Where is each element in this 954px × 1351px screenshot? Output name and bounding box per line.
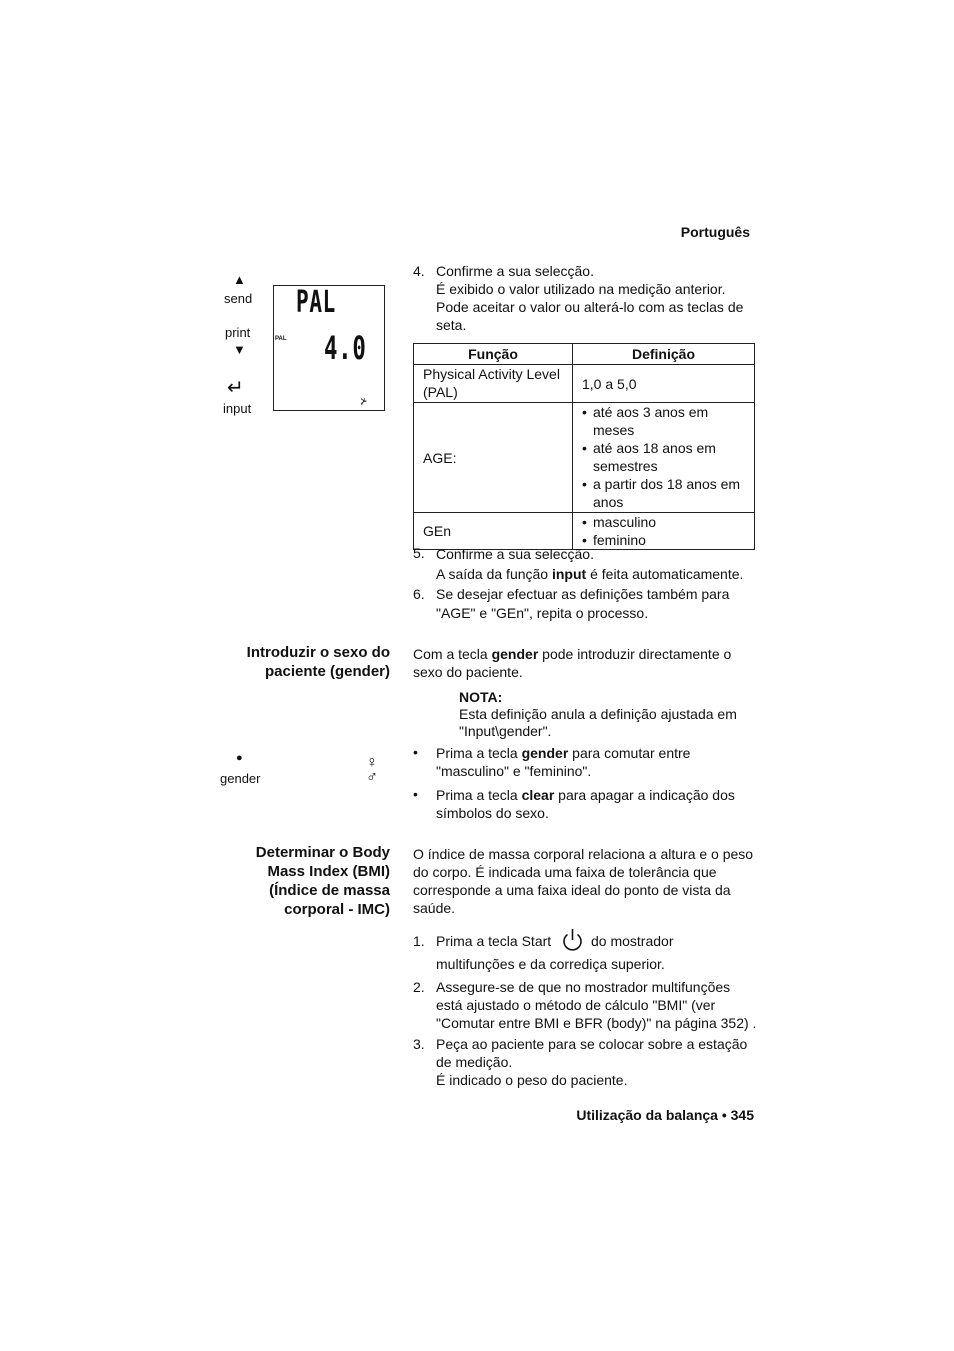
bmi-step-1-text: Prima a tecla Start [436,933,552,949]
bullet-icon: • [413,744,418,760]
table-header-row [414,344,755,365]
table-header-definition: Definição [573,344,755,365]
bmi-step-2-number: 2. [413,979,425,995]
bmi-intro-text: O índice de massa corporal relaciona a altura e o peso do corpo. É indicada uma faixa de tolerância que corresponde a uma faixa ideal do ponto de vista da saúde. [413,846,754,916]
table-row [414,403,755,513]
language-header: Português [680,224,750,240]
send-key-label: send [224,291,253,306]
step-6-text: Se desejar efectuar as definições também para "AGE" e "GEn", repita o processo. [436,586,730,621]
lcd-small-label: PAL [275,336,287,342]
down-arrow-icon: ▼ [233,342,246,357]
lcd-top-text: PAL [296,285,337,320]
table-header-function: Função [414,344,573,365]
note-box: NOTA: Esta definição anula a definição ajustada em "Input\gender". [459,689,737,739]
bmi-section-heading: Determinar o Body Mass Index (BMI) (Índice de massa corporal - IMC) [255,844,390,918]
lcd-display [273,285,385,411]
bmi-step-1-line2: multifunções e da corrediça superior. [436,956,665,972]
gender-bullet-2: Prima a tecla clear para apagar a indicação dos símbolos do sexo. [436,787,735,821]
step-4-number: 4. [413,263,425,279]
definitions-table [413,343,755,550]
power-icon [560,927,585,953]
bmi-step-2-text: Assegure-se de que no mostrador multifunções está ajustado o método de cálculo "BMI" (ver "Comutar entre BMI e BFR (body)" na página 352) . [436,979,757,1031]
age-options-list [582,403,745,511]
female-symbol-icon: ♀ [366,754,378,771]
lcd-value: 4.0 [324,329,367,367]
male-symbol-icon: ♂ [366,769,378,786]
table-cell-definition [573,403,755,513]
print-key-label: print [225,325,251,340]
input-key-label: input [223,401,252,416]
gender-key-label: gender [220,771,261,786]
step-4-text: Confirme a sua selecção. É exibido o valor utilizado na medição anterior. Pode aceitar o valor ou alterá-lo com as teclas de seta. [436,263,744,333]
step-6-number: 6. [413,586,425,602]
bmi-step-3-number: 3. [413,1036,425,1052]
gender-bullet-1: Prima a tecla gender para comutar entre "masculino" e "feminino". [436,745,691,779]
bmi-step-3-text: Peça ao paciente para se colocar sobre a estação de medição. É indicado o peso do paciente. [436,1036,748,1088]
bmi-step-1-number: 1. [413,933,425,949]
step-5-text: Confirme a sua selecção. A saída da função input é feita automaticamente. [436,546,744,582]
table-cell-function: AGE: [414,403,573,513]
up-arrow-icon: ▲ [233,272,246,287]
list-item: • feminino [582,531,745,549]
table-cell-function: GEn [414,513,573,550]
gender-key-dot-icon: ● [236,752,243,764]
table-cell-definition: 1,0 a 5,0 [573,365,755,403]
list-item: • a partir dos 18 anos em anos [582,475,745,511]
lcd-indicator-icon: ⊁ [360,396,368,406]
list-item: • masculino [582,513,745,531]
gender-section-heading: Introduzir o sexo do paciente (gender) [246,644,390,680]
enter-arrow-icon: ↵ [227,377,244,399]
table-cell-function: Physical Activity Level (PAL) [414,365,573,403]
page-footer: Utilização da balança • 345 [576,1107,754,1123]
table-row [414,365,755,403]
step-5-number: 5. [413,545,425,561]
list-item: • até aos 3 anos em meses [582,403,745,439]
note-title: NOTA: [459,689,503,705]
list-item: • até aos 18 anos em semestres [582,439,745,475]
gender-intro-text: Com a tecla gender pode introduzir directamente o sexo do paciente. [413,646,732,680]
bmi-step-1-text-end: do mostrador [591,933,674,949]
bullet-icon: • [413,786,418,802]
